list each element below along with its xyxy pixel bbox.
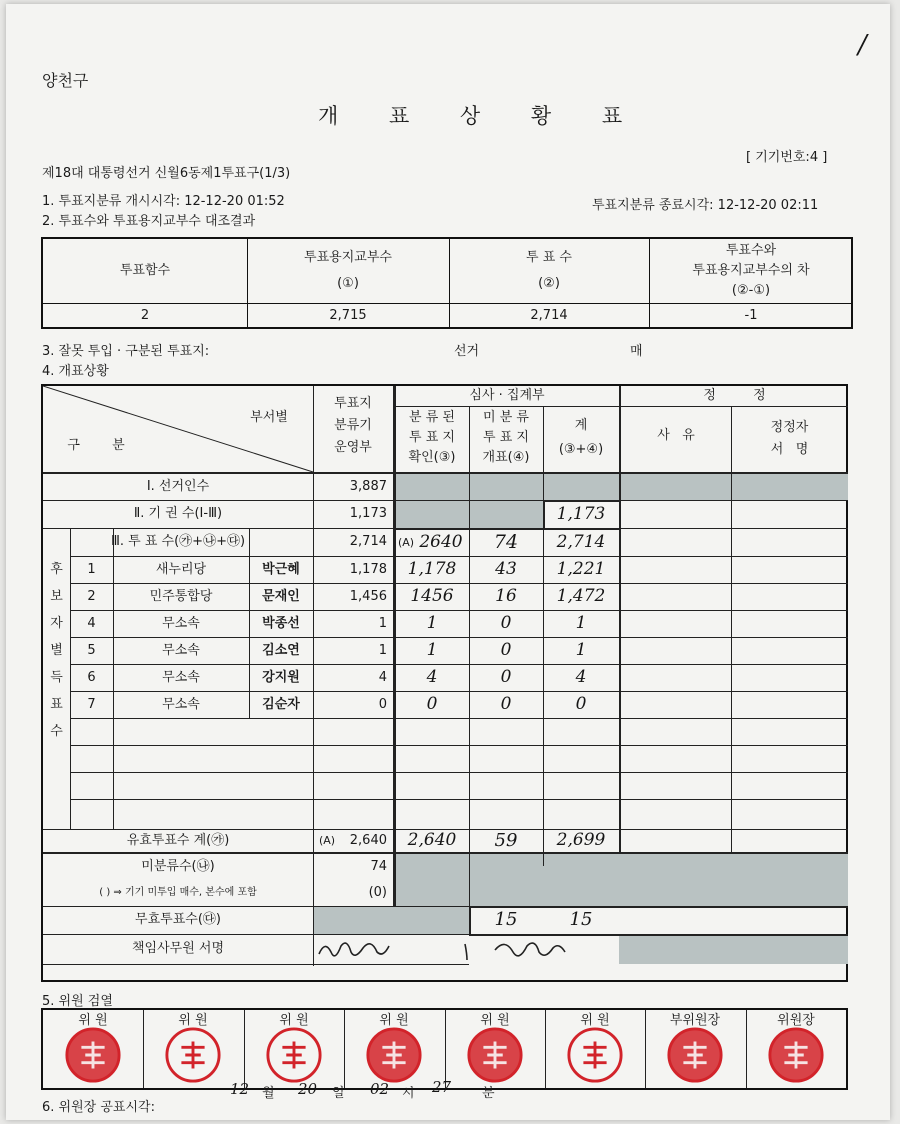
row-unclass-label: 미분류수(㉯)	[141, 858, 215, 874]
hdr-votes-mark: (②)	[538, 275, 560, 291]
red-seal-stamp	[265, 1026, 323, 1084]
red-seal-stamp	[666, 1026, 724, 1084]
hdr-diff-2: 투표용지교부수의 차	[692, 262, 810, 278]
section-3-label: 3. 잘못 투입 · 구분된 투표지:	[42, 344, 210, 359]
election-name: 제18대 대통령선거 신월6동제1투표구(1/3)	[42, 166, 291, 181]
candidate-classified: 1,178	[407, 559, 457, 580]
candidate-unclassified: 0	[500, 694, 512, 715]
district-label: 양천구	[42, 71, 89, 90]
red-seal-stamp	[566, 1026, 624, 1084]
announce-day: 20	[298, 1080, 318, 1098]
candidate-total: 0	[575, 694, 587, 715]
hdr-total-1: 계	[574, 417, 588, 433]
candidate-name: 박근혜	[262, 561, 300, 577]
row-votes-hw3: 2640	[419, 531, 463, 552]
section-6-label: 6. 위원장 공표시각:	[42, 1100, 155, 1115]
row-note-value: (0)	[368, 884, 387, 900]
candidate-machine-count: 1,456	[349, 588, 387, 604]
candidate-classified: 1456	[410, 586, 454, 607]
page-title: 개 표 상 황 표	[318, 104, 645, 128]
candidate-name: 문재인	[262, 588, 300, 604]
comparison-table	[41, 237, 853, 329]
hdr-unclassified-2: 투 표 지	[483, 429, 529, 445]
side-char: 별	[50, 643, 63, 659]
hdr-corrector-2: 서 명	[770, 441, 809, 457]
candidate-party: 무소속	[162, 615, 200, 631]
announce-minute-unit: 분	[482, 1086, 495, 1101]
announce-day-unit: 일	[332, 1086, 345, 1101]
side-char: 수	[50, 724, 63, 740]
side-char: 후	[50, 562, 63, 578]
row-valid-prefix: (A)	[318, 834, 336, 848]
section-4-label: 4. 개표상황	[42, 364, 109, 379]
row-votes-value: 2,714	[349, 534, 387, 550]
candidate-no: 4	[87, 615, 96, 631]
row-votes-hw5: 2,714	[556, 531, 606, 552]
candidate-total: 1,472	[556, 586, 606, 607]
candidate-no: 7	[87, 696, 96, 712]
red-seal-stamp	[64, 1026, 122, 1084]
hdr-unclassified-1: 미 분 류	[483, 409, 529, 425]
announce-minute: 27	[432, 1078, 452, 1096]
candidate-total: 1	[575, 640, 587, 661]
row-abstain-hw: 1,173	[556, 503, 606, 524]
side-char: 득	[50, 670, 63, 686]
candidate-machine-count: 1	[378, 615, 387, 631]
hdr-category: 구 분	[67, 437, 139, 453]
red-seal-stamp	[767, 1026, 825, 1084]
count-table	[41, 384, 848, 982]
candidate-unclassified: 0	[500, 667, 512, 688]
hdr-ballot-book-1: 투표지	[334, 395, 372, 411]
candidate-party: 새누리당	[155, 561, 207, 577]
candidate-name: 박종선	[262, 615, 300, 631]
red-seal-stamp	[466, 1026, 524, 1084]
hdr-votes: 투 표 수	[526, 249, 572, 265]
hdr-classified-2: 투 표 지	[409, 429, 455, 445]
candidate-name: 김소연	[262, 642, 300, 658]
hdr-ballot-book-3: 운영부	[334, 439, 372, 455]
candidate-machine-count: 1,178	[349, 561, 387, 577]
section-3-end: 매	[630, 344, 643, 359]
section-5-label: 5. 위원 검열	[42, 994, 113, 1009]
hdr-diff-1: 투표수와	[725, 242, 777, 258]
hdr-classified-1: 분 류 된	[409, 409, 455, 425]
candidate-total: 4	[575, 667, 587, 688]
candidate-classified: 1	[426, 640, 438, 661]
candidate-no: 1	[87, 561, 96, 577]
row-valid-hw3: 2,640	[407, 830, 457, 851]
hdr-issued: 투표용지교부수	[304, 249, 392, 265]
inspector-role: 위 원	[480, 1012, 510, 1028]
red-seal-stamp	[164, 1026, 222, 1084]
row-invalid-hw4: 15	[494, 909, 518, 931]
candidate-party: 민주통합당	[149, 588, 213, 604]
val-box-count: 2	[140, 307, 150, 323]
row-valid-hw5: 2,699	[556, 830, 606, 851]
inspector-role: 위 원	[379, 1012, 409, 1028]
section-3-mid: 선거	[454, 344, 480, 359]
hdr-issued-mark: (①)	[337, 275, 359, 291]
section-2-title: 2. 투표수와 투표용지교부수 대조결과	[42, 214, 256, 229]
candidate-unclassified: 0	[500, 640, 512, 661]
row-electors-value: 3,887	[349, 478, 387, 494]
row-votes-hw4: 74	[493, 531, 519, 554]
candidate-classified: 1	[426, 613, 438, 634]
row-valid-label: 유효투표수 계(㉮)	[126, 832, 230, 848]
row-abstain-label: Ⅱ. 기 권 수(Ⅰ-Ⅲ)	[133, 506, 223, 522]
announce-hour: 02	[370, 1080, 390, 1098]
ballot-count-sheet	[6, 4, 890, 1120]
hdr-box-count: 투표함수	[119, 262, 171, 278]
red-seal-stamp	[365, 1026, 423, 1084]
candidate-no: 6	[87, 669, 96, 685]
candidate-classified: 4	[426, 667, 438, 688]
row-electors-label: Ⅰ. 선거인수	[146, 478, 210, 494]
announce-hour-unit: 시	[402, 1086, 415, 1101]
candidate-machine-count: 0	[378, 696, 387, 712]
hdr-corrector-1: 정정자	[770, 419, 809, 435]
candidate-unclassified: 16	[495, 586, 517, 607]
page-mark: /	[858, 30, 867, 60]
candidate-classified: 0	[426, 694, 438, 715]
inspector-role: 위 원	[78, 1012, 108, 1028]
hdr-total-2: (③+④)	[558, 441, 604, 457]
row-sign-label: 책임사무원 서명	[131, 941, 225, 957]
hdr-diff-3: (②-①)	[731, 282, 771, 298]
candidate-party: 무소속	[162, 642, 200, 658]
side-char: 자	[50, 616, 63, 632]
candidate-unclassified: 43	[495, 559, 517, 580]
candidate-unclassified: 0	[500, 613, 512, 634]
candidate-party: 무소속	[162, 669, 200, 685]
hdr-ballot-book-2: 분류기	[334, 417, 372, 433]
row-invalid-hw5: 15	[569, 909, 593, 931]
hdr-unclassified-3: 개표(④)	[482, 449, 530, 465]
val-votes: 2,714	[530, 307, 568, 323]
row-votes-prefix: (A)	[397, 535, 415, 549]
inspector-role: 위 원	[178, 1012, 208, 1028]
hdr-review: 심사 · 집계부	[469, 387, 545, 403]
machine-number: [ 기기번호:4 ]	[746, 150, 828, 165]
hdr-classified-3: 확인(③)	[408, 449, 456, 465]
row-unclass-value: 74	[370, 858, 387, 874]
sort-end-time: 투표지분류 종료시각: 12-12-20 02:11	[592, 198, 819, 213]
inspector-role: 부위원장	[669, 1012, 721, 1028]
candidate-no: 2	[87, 588, 96, 604]
val-issued: 2,715	[329, 307, 367, 323]
side-char: 표	[50, 697, 63, 713]
row-invalid-label: 무효투표수(㉰)	[135, 912, 221, 928]
candidate-party: 무소속	[162, 696, 200, 712]
staff-signature	[315, 936, 615, 964]
hdr-correction: 정 정	[703, 387, 766, 403]
candidate-machine-count: 4	[378, 669, 387, 685]
candidate-name: 강지원	[262, 669, 300, 685]
val-diff: -1	[744, 307, 758, 323]
candidate-total: 1	[575, 613, 587, 634]
header-diagonal	[43, 386, 314, 473]
announce-month-unit: 월	[262, 1086, 275, 1101]
inspector-role: 위 원	[279, 1012, 309, 1028]
row-votes-label: Ⅲ. 투 표 수(㉮+㉯+㉰)	[110, 534, 246, 550]
inspector-role: 위 원	[580, 1012, 610, 1028]
candidate-no: 5	[87, 642, 96, 658]
inspector-role: 위원장	[777, 1012, 815, 1028]
row-note-label: ( ) ⇒ 기기 미투입 매수, 본수에 포함	[99, 887, 257, 898]
side-char: 보	[50, 589, 63, 605]
candidate-name: 김순자	[262, 696, 300, 712]
candidate-machine-count: 1	[378, 642, 387, 658]
hdr-reason: 사 유	[657, 427, 695, 443]
candidate-total: 1,221	[556, 559, 606, 580]
hdr-department: 부서별	[250, 409, 288, 425]
sort-start-time: 1. 투표지분류 개시시각: 12-12-20 01:52	[42, 194, 285, 209]
row-valid-hw4: 59	[494, 829, 518, 851]
announce-month: 12	[230, 1080, 250, 1098]
row-valid-value: 2,640	[349, 832, 387, 848]
row-abstain-value: 1,173	[349, 506, 387, 522]
